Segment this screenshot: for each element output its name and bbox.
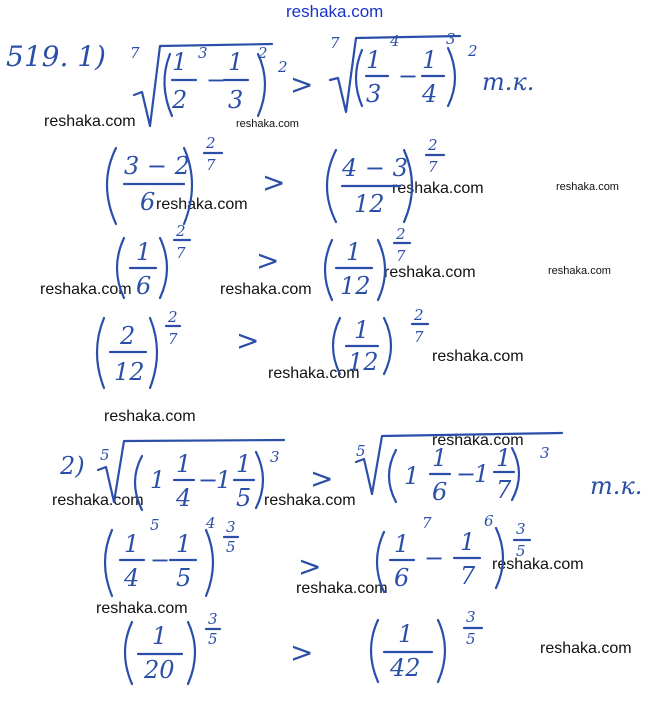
fraction-numerator: 1 xyxy=(346,238,362,266)
exponent-numerator: 2 xyxy=(168,308,178,326)
bracket xyxy=(117,238,124,298)
bracket xyxy=(378,240,385,300)
fraction-numerator: 1 xyxy=(136,238,152,266)
fraction-denominator: 3 xyxy=(366,80,382,108)
exponent-numerator: 2 xyxy=(396,225,406,243)
fraction-denominator: 4 xyxy=(124,564,140,592)
exponent-denominator: 5 xyxy=(516,542,526,560)
watermark: reshaka.com xyxy=(548,265,611,277)
watermark: reshaka.com xyxy=(432,348,524,365)
exponent-denominator: 7 xyxy=(428,158,438,176)
bracket xyxy=(105,530,112,596)
root-index: 7 xyxy=(130,44,140,62)
fraction-denominator: 3 xyxy=(228,86,244,114)
lcd-note: 3 xyxy=(446,30,456,48)
exponent-denominator: 7 xyxy=(414,328,424,346)
fraction-denominator: 6 xyxy=(394,564,410,592)
bracket xyxy=(325,240,332,300)
exponent-numerator: 3 xyxy=(516,520,526,538)
minus-sign: − xyxy=(456,460,477,488)
relation-sign: > xyxy=(262,166,286,199)
fraction-numerator: 1 xyxy=(432,444,448,472)
fraction-numerator: 3 − 2 xyxy=(124,152,190,180)
bracket xyxy=(206,530,213,596)
exponent-numerator: 2 xyxy=(176,222,186,240)
whole-part: 1 xyxy=(150,466,166,494)
fraction-numerator: 1 xyxy=(422,46,438,74)
exponent-numerator: 2 xyxy=(206,134,216,152)
bracket xyxy=(377,532,384,592)
fraction-denominator: 6 xyxy=(432,478,448,506)
fraction-denominator: 12 xyxy=(354,190,385,218)
minus-sign: − xyxy=(198,466,219,494)
note-tk: т.к. xyxy=(482,68,535,96)
fraction-numerator: 1 xyxy=(236,450,252,478)
lcd-note: 5 xyxy=(150,516,160,534)
lcd-note: 4 xyxy=(390,32,400,50)
exponent-denominator: 5 xyxy=(466,630,476,648)
bracket xyxy=(135,456,142,510)
fraction-denominator: 4 xyxy=(422,80,438,108)
relation-sign: > xyxy=(290,68,314,101)
fraction-numerator: 1 xyxy=(496,444,512,472)
watermark: reshaka.com xyxy=(220,281,312,298)
exponent-denominator: 5 xyxy=(226,538,236,556)
watermark: reshaka.com xyxy=(52,492,144,509)
problem-number: 519. 1) xyxy=(6,40,106,73)
relation-sign: > xyxy=(310,462,334,495)
bracket xyxy=(496,528,503,588)
watermark: reshaka.com xyxy=(264,492,356,509)
exponent-numerator: 2 xyxy=(428,136,438,154)
fraction-denominator: 6 xyxy=(136,272,152,300)
watermark: reshaka.com xyxy=(492,556,584,573)
whole-part: 1 xyxy=(216,466,232,494)
bracket xyxy=(160,238,167,298)
fraction-numerator: 1 xyxy=(176,450,192,478)
relation-sign: > xyxy=(256,244,280,277)
watermark: reshaka.com xyxy=(384,264,476,281)
whole-part: 1 xyxy=(404,462,420,490)
fraction-numerator: 1 xyxy=(176,530,192,558)
watermark: reshaka.com xyxy=(392,180,484,197)
minus-sign: − xyxy=(150,546,171,574)
bracket xyxy=(107,148,116,224)
bracket xyxy=(384,318,391,374)
fraction-denominator: 12 xyxy=(348,348,379,376)
exponent-numerator: 3 xyxy=(226,518,236,536)
bracket xyxy=(356,50,362,106)
fraction-denominator: 7 xyxy=(496,476,512,504)
fraction-denominator: 4 xyxy=(176,484,192,512)
bracket xyxy=(150,318,157,388)
fraction-denominator: 2 xyxy=(172,86,188,114)
exponent-denominator: 7 xyxy=(168,330,178,348)
relation-sign: > xyxy=(236,324,260,357)
watermark-top: reshaka.com xyxy=(286,2,384,21)
fraction-denominator: 7 xyxy=(460,562,476,590)
watermark: reshaka.com xyxy=(432,432,524,449)
watermark: reshaka.com xyxy=(40,281,132,298)
exponent-denominator: 7 xyxy=(176,244,186,262)
fraction-numerator: 1 xyxy=(460,528,476,556)
lcd-note: 4 xyxy=(206,514,216,532)
fraction-denominator: 6 xyxy=(140,188,156,216)
bracket xyxy=(438,620,445,682)
fraction-denominator: 5 xyxy=(236,484,252,512)
power: 3 xyxy=(270,448,280,466)
root-index: 5 xyxy=(100,446,110,464)
exponent-numerator: 3 xyxy=(466,608,476,626)
relation-sign: > xyxy=(290,636,314,669)
bracket xyxy=(258,54,265,116)
fraction-numerator: 1 xyxy=(354,316,370,344)
fraction-numerator: 1 xyxy=(152,622,168,650)
watermark: reshaka.com xyxy=(44,113,136,130)
fraction-denominator: 5 xyxy=(176,564,192,592)
fraction-numerator: 1 xyxy=(398,620,414,648)
lcd-note: 6 xyxy=(484,512,494,530)
bracket xyxy=(164,54,172,116)
exponent-numerator: 2 xyxy=(414,306,424,324)
watermark: reshaka.com xyxy=(556,181,619,193)
fraction-numerator: 2 xyxy=(120,322,136,350)
bracket xyxy=(371,620,378,682)
fraction-numerator: 1 xyxy=(394,530,410,558)
fraction-numerator: 1 xyxy=(172,48,188,76)
outer-power: 2 xyxy=(278,58,288,76)
exponent-numerator: 3 xyxy=(208,610,218,628)
exponent-denominator: 5 xyxy=(208,630,218,648)
fraction-numerator: 1 xyxy=(366,46,382,74)
watermark: reshaka.com xyxy=(156,196,248,213)
whole-part: 1 xyxy=(474,460,490,488)
fraction-numerator: 1 xyxy=(228,48,244,76)
inner-power: 2 xyxy=(258,44,268,62)
minus-sign: − xyxy=(424,544,445,572)
bracket xyxy=(389,450,396,502)
lcd-note: 3 xyxy=(198,44,208,62)
bracket xyxy=(97,318,104,388)
fraction-denominator: 42 xyxy=(390,654,421,682)
exponent-denominator: 7 xyxy=(396,247,406,265)
lcd-note: 7 xyxy=(422,514,432,532)
watermark: reshaka.com xyxy=(104,408,196,425)
fraction-numerator: 1 xyxy=(124,530,140,558)
bracket xyxy=(188,622,195,684)
power: 3 xyxy=(540,444,550,462)
note-tk: т.к. xyxy=(590,472,643,500)
bracket xyxy=(448,48,455,106)
watermark: reshaka.com xyxy=(540,640,632,657)
root-index: 5 xyxy=(356,442,366,460)
watermark: reshaka.com xyxy=(296,580,388,597)
bracket xyxy=(125,622,132,684)
relation-sign: > xyxy=(298,550,322,583)
bracket xyxy=(512,448,519,500)
watermark: reshaka.com xyxy=(96,600,188,617)
fraction-denominator: 12 xyxy=(114,358,145,386)
root-index: 7 xyxy=(330,34,340,52)
watermark: reshaka.com xyxy=(268,365,360,382)
inner-power: 2 xyxy=(468,42,478,60)
minus-sign: − xyxy=(398,62,419,90)
minus-sign: − xyxy=(206,66,227,94)
bracket xyxy=(256,452,263,508)
problem-part-number: 2) xyxy=(60,452,85,480)
bracket xyxy=(333,318,340,374)
bracket xyxy=(327,150,336,222)
fraction-denominator: 12 xyxy=(340,272,371,300)
fraction-denominator: 20 xyxy=(144,656,175,684)
watermark: reshaka.com xyxy=(236,118,299,130)
exponent-denominator: 7 xyxy=(206,156,216,174)
fraction-numerator: 4 − 3 xyxy=(342,154,408,182)
